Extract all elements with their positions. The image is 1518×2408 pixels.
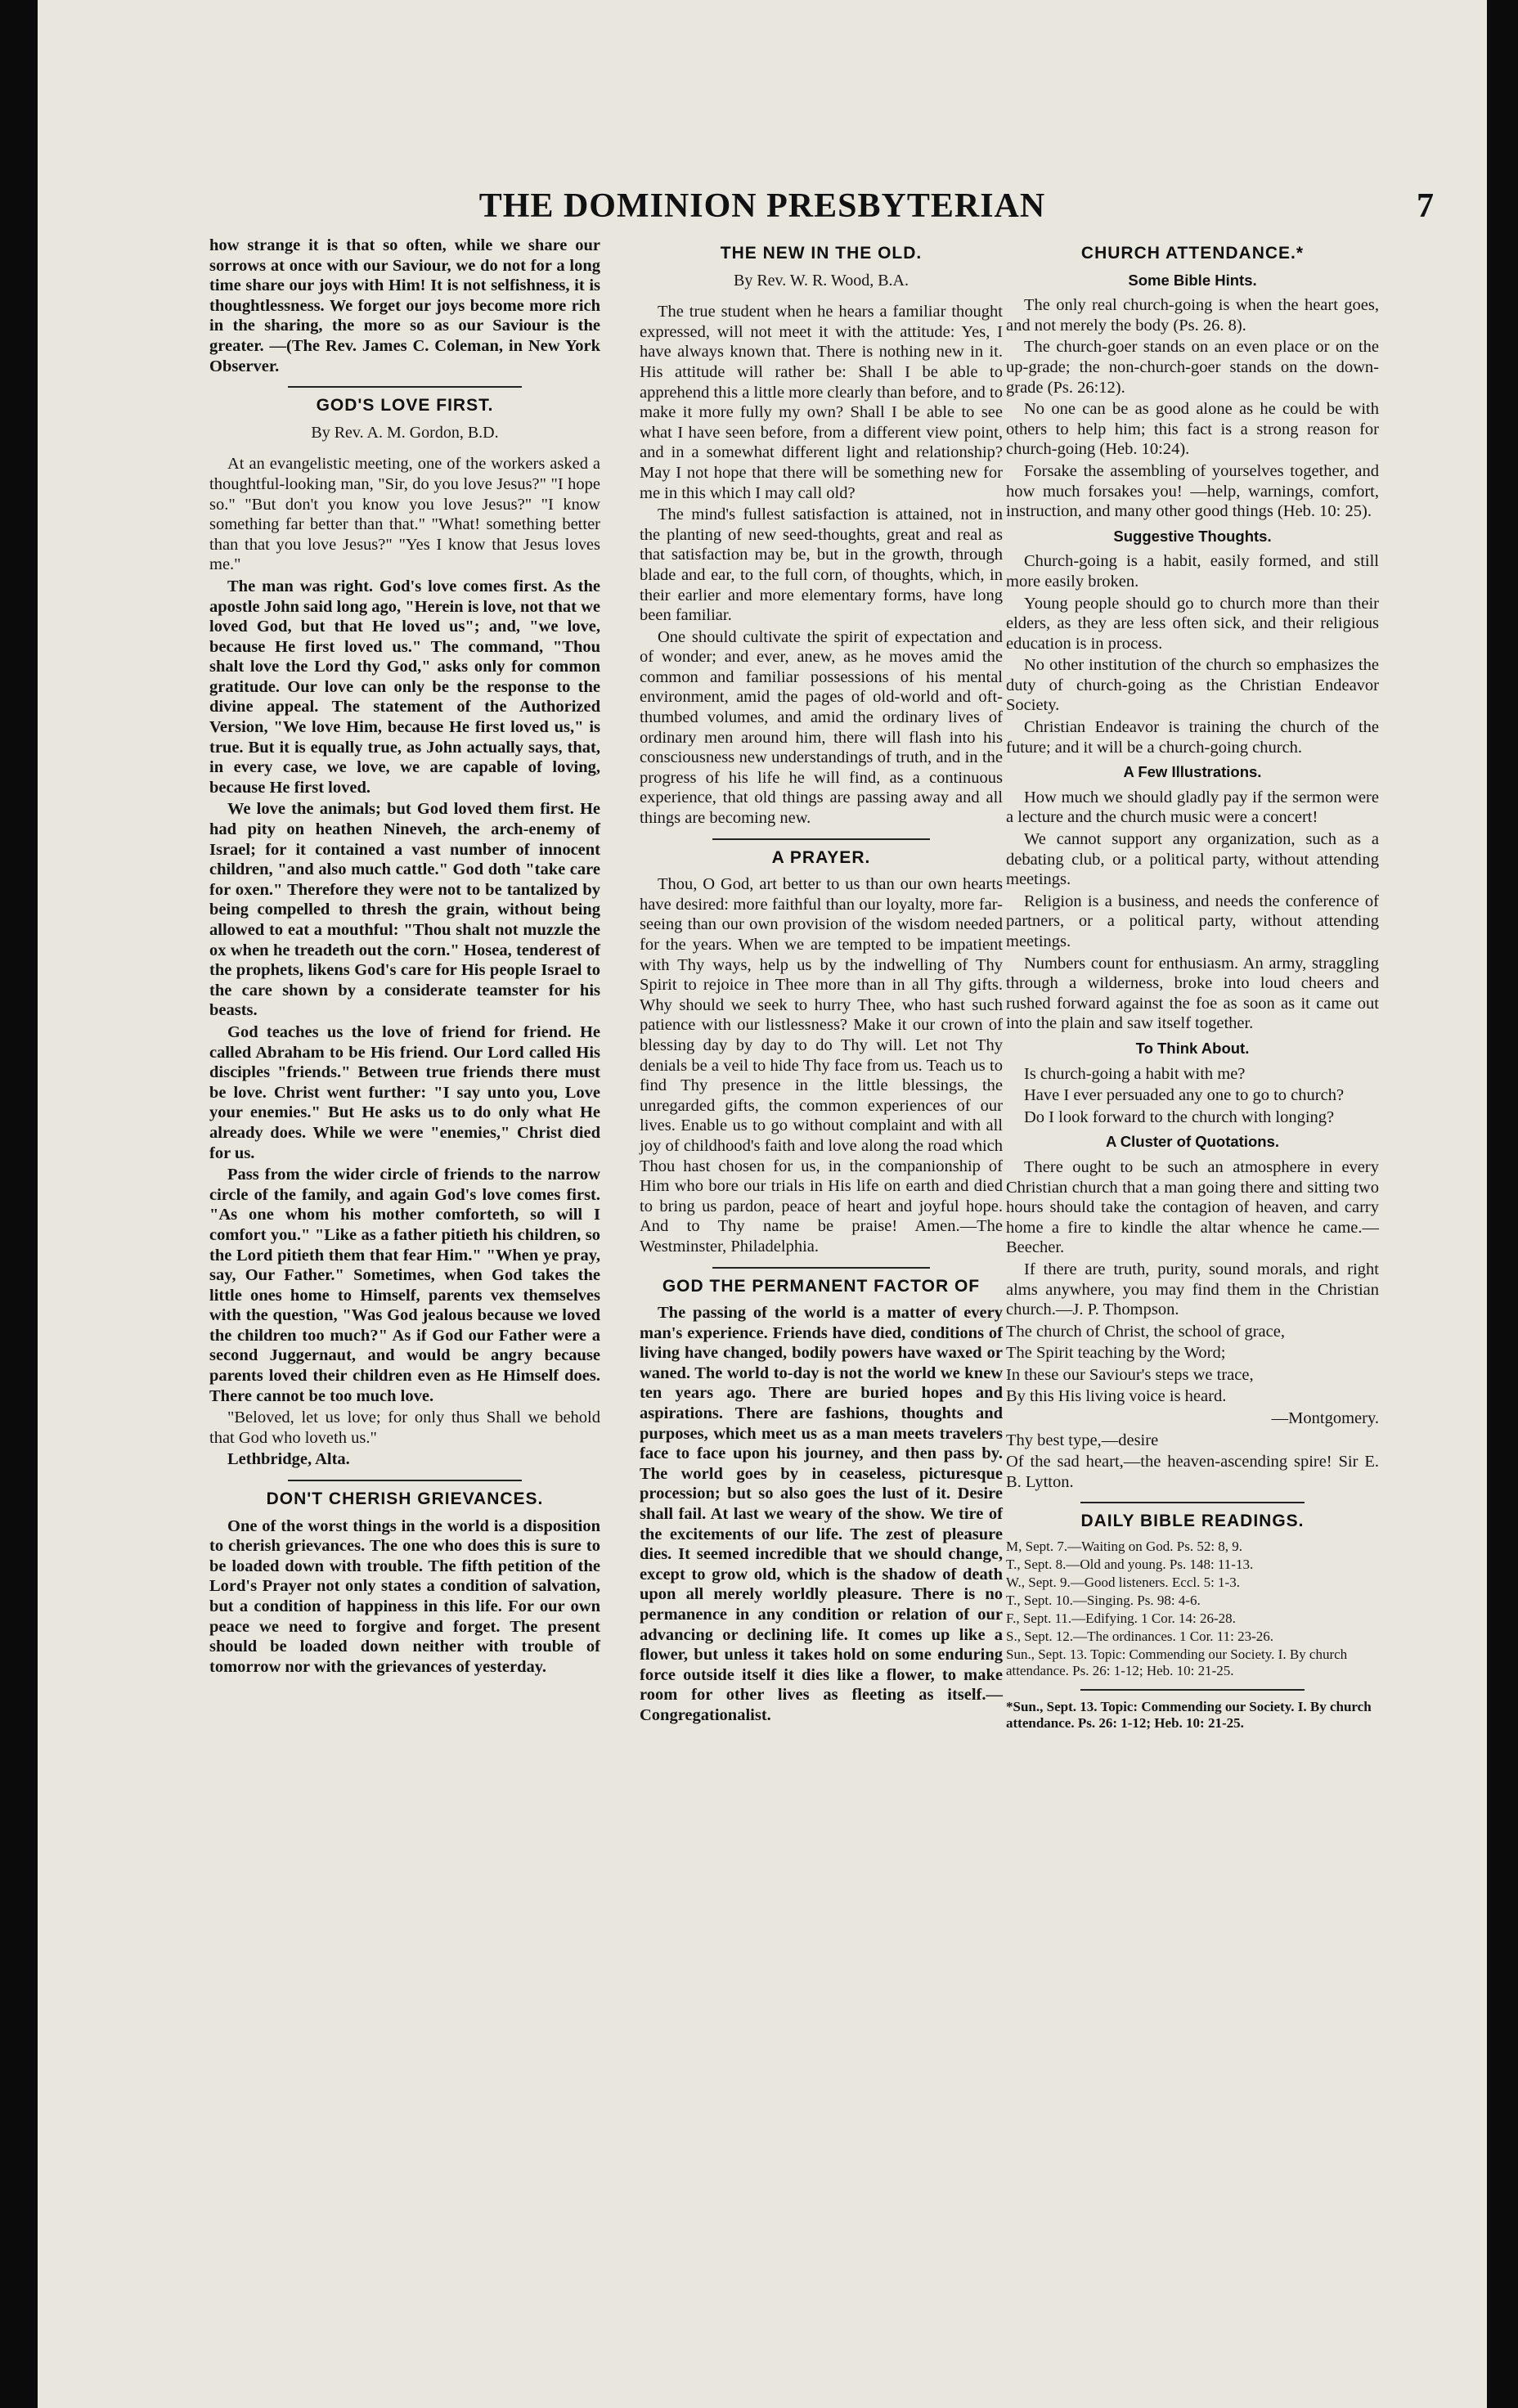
subheading: Some Bible Hints. [1128, 271, 1257, 289]
poem-line: In these our Saviour's steps we trace, [1006, 1365, 1254, 1384]
paragraph: Have I ever persuaded any one to go to church? [1024, 1086, 1345, 1105]
paragraph: No other institution of the church so emphasizes the duty of church-going as the Christian Endeavor Society. [1006, 656, 1379, 715]
subheading: A Cluster of Quotations. [1105, 1133, 1280, 1151]
paragraph: "Beloved, let us love; for only thus Shall we behold that God who loveth us." [209, 1408, 600, 1447]
paragraph: Young people should go to church more than their elders, as they are less often sick, and their religious education is in process. [1006, 594, 1379, 653]
paragraph: We cannot support any organization, such as a debating club, or a political party, without attending meetings. [1006, 830, 1379, 889]
poem-line: Thy best type,—desire [1006, 1431, 1159, 1449]
column-middle [640, 236, 1003, 1727]
subheading: A Few Illustrations. [1123, 763, 1262, 781]
article-title-permanent: GOD THE PERMANENT FACTOR OF [662, 1276, 981, 1296]
readings-list [1006, 1539, 1379, 1679]
paragraph: Is church-going a habit with me? [1024, 1064, 1246, 1083]
reading-item: W., Sept. 9.—Good listeners. Eccl. 5: 1-3. [1006, 1575, 1240, 1591]
byline-gordon: By Rev. A. M. Gordon, B.D. [311, 423, 499, 442]
place-line: Lethbridge, Alta. [227, 1450, 350, 1469]
poem-line: Of the sad heart,—the heaven-ascending spire! Sir E. B. Lytton. [1006, 1453, 1379, 1491]
article-title-church-attendance: CHURCH ATTENDANCE.* [1080, 244, 1305, 263]
divider [712, 1267, 930, 1269]
divider [712, 838, 930, 840]
divider [288, 1480, 523, 1481]
newspaper-page [38, 0, 1487, 2408]
intro-paragraph: how strange it is that so often, while we share our sorrows at once with our Saviour, we do not for a long time share our joys with Him! It is not selfishness, it is thoughtlessness. We forget our joys become more rich in the sharing, the more so as our Saviour is the greater. —(The Rev. James C. Coleman, in New York Observer. [209, 236, 600, 375]
paragraph: The church-goer stands on an even place or on the up-grade; the non-church-goer stands on the down-grade (Ps. 26:12). [1006, 338, 1379, 397]
paragraph: The passing of the world is a matter of every man's experience. Friends have died, conditions of living have changed, bodily powers have waxed or waned. The world to-day is not the world we knew ten years ago. There are buried hopes and aspirations. There are fashions, thoughts and purposes, which meet us as a man meets travelers face to face upon his journey, and then pass by. The world goes by in ceaseless, picturesque procession; but so also goes the lust of it. Desire shall fail. At last we weary of the show. We tire of the excitements of our life. The zest of pleasure dies. It seemed incredible that we should change, except to grow old, which is the shadow of death upon all merely worldly pleasure. There is no permanence in any condition or relation of our advancing or declining life. It comes up like a flower, but unless it takes hold on some enduring force outside itself it dies like a flower, to make room for other lives as fleeting as itself.—Congregationalist. [640, 1304, 1003, 1724]
paragraph: The man was right. God's love comes first. As the apostle John said long ago, "Herein is love, not that we loved God, but that He loved us"; and, "we love, because He first loved us." The command, "Thou shalt love the Lord thy God," asks only for common gratitude. Our love can only be the response to the divine appeal. The statement of the Authorized Version, "We love Him, because He first loved us," is true. But it is equally true, as John actually says, that, in every case, we love, we are capable of loving, because He first loved. [209, 577, 600, 797]
paragraph: There ought to be such an atmosphere in every Christian church that a man going there and sitting two hours should take the contagion of heaven, and carry home a fire to kindle the altar whence he came.—Beecher. [1006, 1157, 1379, 1257]
reading-item: M, Sept. 7.—Waiting on God. Ps. 52: 8, 9. [1006, 1539, 1243, 1555]
column-right [1006, 236, 1379, 1732]
article-title-grievances: DON'T CHERISH GRIEVANCES. [266, 1489, 544, 1509]
column-left [209, 236, 600, 1678]
attribution: —Montgomery. [1271, 1409, 1379, 1428]
paragraph: At an evangelistic meeting, one of the workers asked a thoughtful-looking man, "Sir, do you love Jesus?" "I hope so." "But don't you know you love Jesus?" "I know something far better than that." "What! something better than that you love Jesus?" "Yes I know that Jesus loves me." [209, 455, 600, 574]
paragraph: One should cultivate the spirit of expectation and of wonder; and ever, anew, as he moves amid the common and familiar possessions of his mental environment, amid the pages of old-world and oft-thumbed volumes, and amid the ordinary lives of ordinary men around him, there will flash into his consciousness new understandings of truth, and in the progress of his life he will find, as a continuous experience, that old things are passing away and all things are becoming new. [640, 627, 1003, 828]
paragraph: Thou, O God, art better to us than our own hearts have desired: more faithful than our loyalty, more far-seeing than our own provision of the wisdom needed for the years. When we are tempted to be impatient with Thy ways, help us by the indwelling of Thy Spirit to rejoice in Thee more than in all Thy gifts. Why should we seek to hurry Thee, who hast such patience with our listlessness? Make it our crown of blessing day by day to do Thy will. Let not Thy denials be a veil to hide Thy face from us. Teach us to find Thy presence in the little blessings, the unregarded gifts, the common experiences of our lives. Enable us to go without complaint and with all joy of childhood's faith and love along the road which Thou hast chosen for us, in the companionship of Him who bore our trials in His life on earth and died to bring us pardon, peace of heart and joyful hope. And to Thy name be praise! Amen.—The Westminster, Philadelphia. [640, 875, 1003, 1256]
paragraph: The mind's fullest satisfaction is attained, not in the planting of new seed-thoughts, great and real as that satisfaction may be, but in the growth, through blade and ear, to the full corn, of thoughts, which, in their earlier and more elementary forms, have long been familiar. [640, 505, 1003, 625]
paragraph: God teaches us the love of friend for friend. He called Abraham to be His friend. Our Lord called His disciples "friends." Between true friends there must be love. Christ went further: "I say unto you, Love your enemies." But He asks us to do only what He already does. While we were "enemies," Christ died for us. [209, 1022, 600, 1162]
poem-line: The Spirit teaching by the Word; [1006, 1344, 1226, 1363]
divider [1080, 1502, 1305, 1503]
paragraph: Pass from the wider circle of friends to the narrow circle of the family, and again God's love comes first. "As one whom his mother comforteth, so will I comfort you." "Like as a father pitieth his children, so the Lord pitieth them that fear Him." "When ye pray, say, Our Father." Sometimes, when God takes the little ones home to Himself, parents vex themselves with the question, "Was God jealous because we loved the children too much?" As if God our Father were a second Juggernaut, and would be angry because parents loved their children even as He Himself does. There cannot be too much love. [209, 1166, 600, 1405]
reading-item: T., Sept. 8.—Old and young. Ps. 148: 11-13. [1006, 1557, 1254, 1573]
reading-item: Sun., Sept. 13. Topic: Commending our Society. I. By church attendance. Ps. 26: 1-12; Heb. 10: 21-25. [1006, 1647, 1348, 1679]
divider [288, 386, 523, 388]
paragraph: Religion is a business, and needs the conference of partners, or a political party, without attending meetings. [1006, 892, 1379, 950]
paragraph: If there are truth, purity, sound morals, and right alms anywhere, you may find them in the Christian church.—J. P. Thompson. [1006, 1260, 1379, 1319]
footnote: *Sun., Sept. 13. Topic: Commending our Society. I. By church attendance. Ps. 26: 1-12; Heb. 10: 21-25. [1006, 1699, 1372, 1732]
poem-line: By this His living voice is heard. [1006, 1387, 1227, 1406]
masthead [38, 186, 1487, 236]
subheading: To Think About. [1135, 1039, 1250, 1057]
masthead-title: THE DOMINION PRESBYTERIAN [478, 187, 1046, 225]
reading-item: F., Sept. 11.—Edifying. 1 Cor. 14: 26-28. [1006, 1611, 1236, 1627]
paragraph: Church-going is a habit, easily formed, and still more easily broken. [1006, 552, 1379, 591]
poem-line: The church of Christ, the school of grace, [1006, 1322, 1285, 1341]
byline-wood: By Rev. W. R. Wood, B.A. [734, 271, 909, 290]
paragraph: We love the animals; but God loved them first. He had pity on heathen Nineveh, the arch-enemy of Israel; for it contained a vast number of innocent children, "and also much cattle." God doth "take care for oxen." Therefore they were not to be tantalized by being compelled to thresh the grain, without being allowed to eat a mouthful: "Thou shalt not muzzle the ox when he treadeth out the corn." Hosea, tenderest of the prophets, likens God's care for His people Israel to the care shown by a considerate teamster for his beasts. [209, 800, 600, 1020]
paragraph: Do I look forward to the church with longing? [1024, 1107, 1335, 1126]
section-title-daily-readings: DAILY BIBLE READINGS. [1080, 1512, 1305, 1531]
article-title-new-in-old: THE NEW IN THE OLD. [720, 244, 923, 263]
paragraph: How much we should gladly pay if the sermon were a lecture and the church music were a concert! [1006, 788, 1379, 827]
paragraph: The only real church-going is when the heart goes, and not merely the body (Ps. 26. 8). [1006, 296, 1379, 335]
paragraph: Christian Endeavor is training the church of the future; and it will be a church-going church. [1006, 718, 1379, 757]
subheading: Suggestive Thoughts. [1113, 527, 1272, 545]
reading-item: S., Sept. 12.—The ordinances. 1 Cor. 11: 23-26. [1006, 1629, 1274, 1645]
paragraph: Numbers count for enthusiasm. An army, straggling through a wilderness, broke into loud cheers and rushed forward against the foe as soon as it came out into the plain and saw itself together. [1006, 954, 1379, 1033]
reading-item: T., Sept. 10.—Singing. Ps. 98: 4-6. [1006, 1593, 1201, 1609]
page-number: 7 [1417, 187, 1435, 225]
divider [1080, 1689, 1305, 1691]
article-title-prayer: A PRAYER. [771, 847, 871, 867]
paragraph: One of the worst things in the world is a disposition to cherish grievances. The one who does this is sure to be loaded down with trouble. The fifth petition of the Lord's Prayer not only states a condition of salvation, but a condition of happiness in this life. For our own peace we need to forgive and forget. The present should be loaded down neither with trouble of tomorrow nor with the grievances of yesterday. [209, 1516, 600, 1676]
paragraph: Forsake the assembling of yourselves together, and how much forsakes you! —help, warnings, comfort, instruction, and many other good things (Heb. 10: 25). [1006, 461, 1379, 521]
paragraph: The true student when he hears a familiar thought expressed, will not meet it with the attitude: Yes, I have always known that. There is nothing new in it. His attitude will rather be: Shall I be able to apprehend this a little more clearly than before, and to make it more fully my own? Shall I be able to see what I have seen before, from a different view point, and in a somewhat different light and relationship? May I not hope that there will be something new for me in this which I may call old? [640, 303, 1003, 502]
paragraph: No one can be as good alone as he could be with others to help him; this fact is a strong reason for church-going (Heb. 10:24). [1006, 400, 1379, 459]
article-title-gods-love: GOD'S LOVE FIRST. [316, 396, 494, 416]
